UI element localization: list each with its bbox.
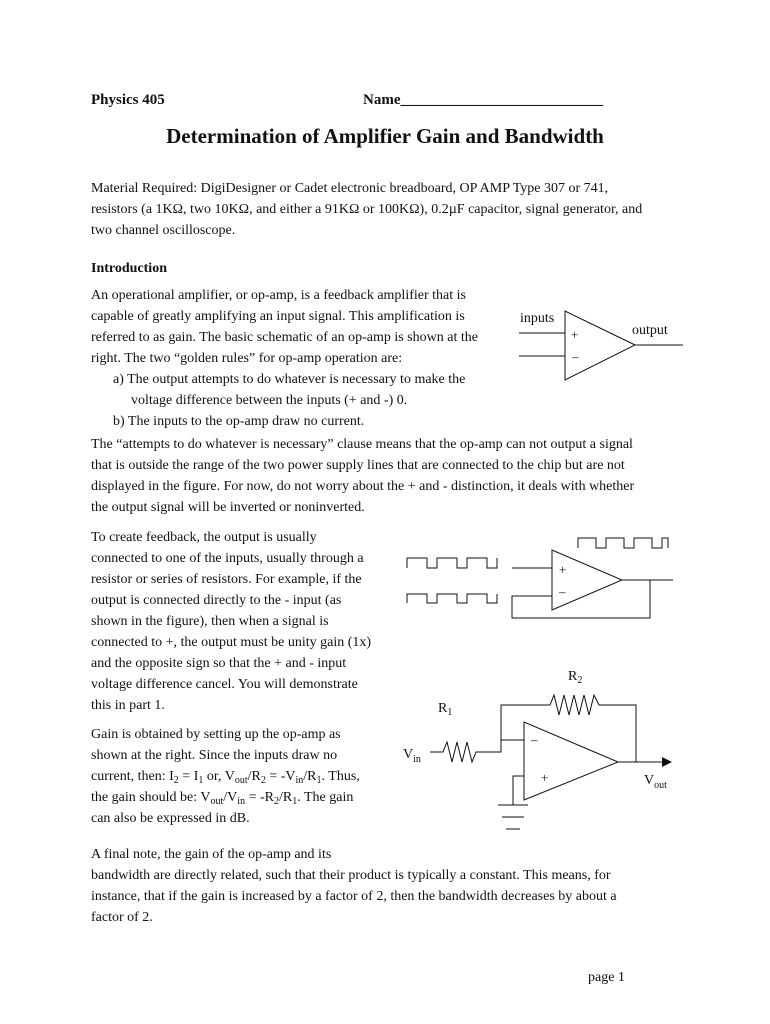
paragraph-line: factor of 2.	[91, 910, 153, 925]
plus-label: +	[571, 327, 579, 342]
opamp-triangle	[552, 550, 622, 610]
paragraph-line: the output signal will be inverted or noninverted.	[91, 500, 365, 515]
paragraph-line: can also be expressed in dB.	[91, 811, 250, 826]
paragraph-line: shown in the figure), then when a signal is	[91, 614, 329, 629]
paragraph-line: that is outside the range of the two power supply lines that are connected to the chip but are not	[91, 458, 625, 473]
materials-line: resistors (a 1KΩ, two 10KΩ, and either a 91KΩ or 100KΩ), 0.2µF capacitor, signal generator, and	[91, 202, 643, 217]
name-field-label: Name___________________________	[363, 92, 603, 108]
paragraph-line: right. The two “golden rules” for op-amp operation are:	[91, 351, 403, 366]
vin-label: $V_{in}$	[403, 747, 421, 765]
paragraph-line: shown at the right. Since the inputs draw no	[91, 748, 338, 763]
input-square-wave-top	[407, 558, 497, 568]
unity-gain-schematic	[400, 528, 675, 628]
rule-a-line: voltage difference between the inputs (+ and -) 0.	[131, 393, 408, 408]
paragraph-line: displayed in the figure. For now, do not worry about the + and - distinction, it deals with whether	[91, 479, 635, 494]
paragraph-line: A final note, the gain of the op-amp and its	[91, 847, 332, 862]
paragraph-line: capable of greatly amplifying an input signal. This amplification is	[91, 309, 465, 324]
current-equation-line: current, then: $I_2 = I_1$ or, $V_{out}/R_2 = -V_{in}/R_1$. Thus,	[91, 769, 360, 786]
ground-wire	[513, 776, 524, 805]
intro-paragraph-2	[91, 434, 634, 518]
page-number: page 1	[588, 970, 625, 985]
paragraph-line: referred to as gain. The basic schematic of an op-amp is shown at the	[91, 330, 478, 345]
r2-feedback-resistor	[501, 695, 636, 762]
paragraph-line: output is connected directly to the - input (as	[91, 593, 342, 608]
inputs-label: inputs	[520, 311, 555, 326]
paragraph-line: connected to +, the output must be unity gain (1x)	[91, 635, 372, 650]
vout-label: $V_{out}$	[644, 773, 667, 791]
opamp-triangle	[524, 722, 618, 800]
rule-b-line: b) The inputs to the op-amp draw no current.	[113, 414, 365, 429]
intro-paragraph-3	[91, 527, 371, 716]
paragraph-line: connected to one of the inputs, usually through a	[91, 551, 364, 566]
paragraph-line: An operational amplifier, or op-amp, is a feedback amplifier that is	[91, 288, 466, 303]
course-label: Physics 405	[91, 92, 165, 108]
intro-paragraph-1	[91, 285, 478, 432]
paragraph-line: bandwidth are directly related, such that their product is typically a constant. This means, for	[91, 868, 611, 883]
paragraph-line: voltage difference cancel. You will demonstrate	[91, 677, 358, 692]
paragraph-line: To create feedback, the output is usually	[91, 530, 317, 545]
opamp-triangle	[565, 311, 635, 380]
rule-a-line: a) The output attempts to do whatever is necessary to make the	[113, 372, 466, 387]
paragraph-line: and the opposite sign so that the + and - input	[91, 656, 347, 671]
output-arrow-icon	[662, 757, 672, 767]
inverting-amplifier-schematic	[400, 660, 675, 840]
opamp-basic-schematic	[515, 300, 685, 390]
materials-line: Material Required: DigiDesigner or Cadet electronic breadboard, OP AMP Type 307 or 741,	[91, 181, 609, 196]
plus-label: +	[559, 562, 567, 577]
paragraph-line: Gain is obtained by setting up the op-amp as	[91, 727, 341, 742]
paragraph-line: resistor or series of resistors. For example, if the	[91, 572, 362, 587]
gain-equation-line: the gain should be: $V_{out}/V_{in} = -R_2/R_1$. The gain	[91, 790, 354, 807]
page-title: Determination of Amplifier Gain and Bandwidth	[166, 124, 604, 148]
intro-paragraph-5	[91, 844, 617, 928]
intro-paragraph-4	[91, 724, 360, 829]
paragraph-line: this in part 1.	[91, 698, 165, 713]
materials-paragraph	[91, 178, 642, 241]
section-heading-introduction: Introduction	[91, 261, 167, 276]
output-square-wave	[578, 538, 668, 548]
output-label: output	[632, 323, 668, 338]
plus-label: +	[541, 770, 549, 785]
paragraph-line: The “attempts to do whatever is necessary” clause means that the op-amp can not output a signal	[91, 437, 633, 452]
minus-label: –	[559, 584, 566, 599]
feedback-wire	[512, 580, 650, 618]
r1-label: $R_1$	[438, 701, 453, 718]
materials-line: two channel oscilloscope.	[91, 223, 236, 238]
minus-label: –	[531, 732, 538, 747]
input-square-wave-bottom	[407, 594, 497, 603]
minus-label: –	[572, 349, 579, 364]
paragraph-line: instance, that if the gain is increased by a factor of 2, then the bandwidth decreases by about a	[91, 889, 617, 904]
r1-input-resistor	[430, 727, 524, 762]
r2-label: $R_2$	[568, 669, 583, 686]
